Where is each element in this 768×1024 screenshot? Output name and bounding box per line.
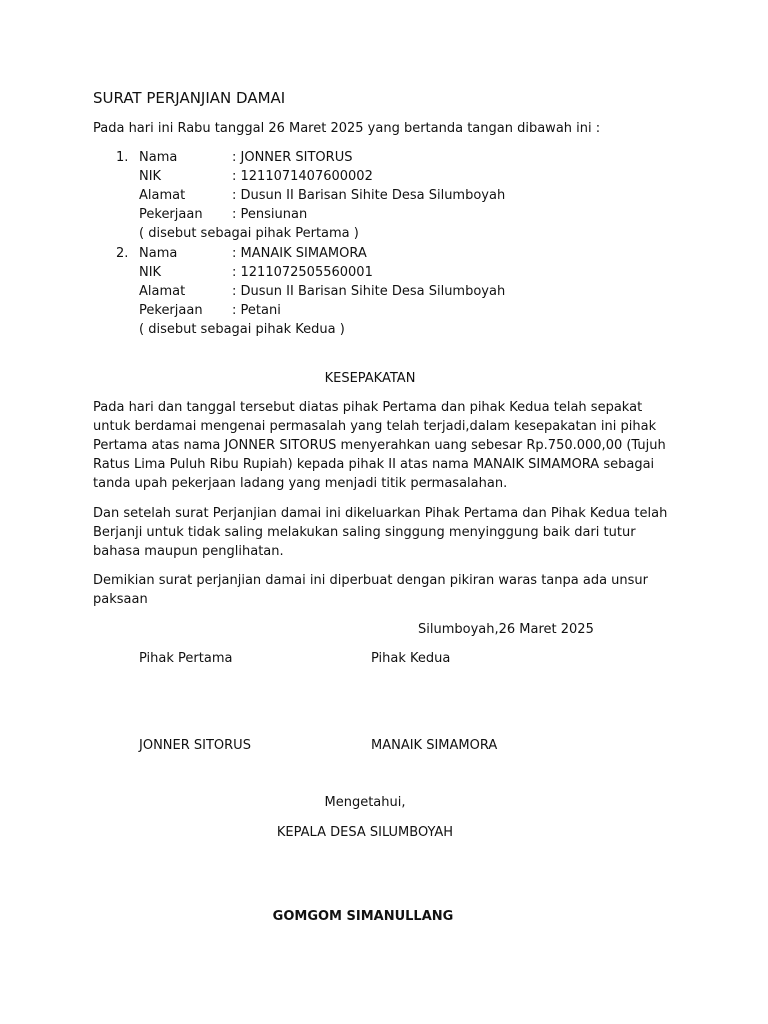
job-value: : Pensiunan (232, 207, 308, 222)
party-designation: ( disebut sebagai pihak Kedua ) (139, 322, 345, 337)
section-title: KESEPAKATAN (324, 371, 416, 386)
name-label: Nama (139, 246, 178, 261)
party-nik-row (139, 263, 373, 282)
document-title: SURAT PERJANJIAN DAMAI (93, 89, 286, 107)
nik-label: NIK (139, 265, 162, 280)
party-name-row (139, 148, 352, 167)
name-value: : JONNER SITORUS (232, 150, 353, 165)
signature-name-first: JONNER SITORUS (139, 738, 251, 753)
address-value: : Dusun II Barisan Sihite Desa Silumboyah (232, 188, 506, 203)
party-address-row (139, 282, 505, 301)
party-job-row (139, 205, 307, 224)
name-label: Nama (139, 150, 178, 165)
job-label: Pekerjaan (139, 303, 203, 318)
signature-label-first: Pihak Pertama (139, 651, 233, 666)
signature-label-second: Pihak Kedua (371, 651, 451, 666)
village-head-title: KEPALA DESA SILUMBOYAH (276, 825, 454, 840)
agreement-paragraph: Pada hari dan tanggal tersebut diatas pihak Pertama dan pihak Kedua telah sepakat untuk berdamai mengenai permasalah yang telah terjadi,dalam kesepakatan ini pihak Pertama atas nama JONNER SITORUS menyerahkan uang sebesar Rp.750.000,00 (Tujuh Ratus Lima Puluh Ribu Rupiah) kepada pihak II atas nama MANAIK SIMAMORA sebagai tanda upah pekerjaan ladang yang menjadi titik permasalahan. (93, 400, 666, 491)
address-value: : Dusun II Barisan Sihite Desa Silumboyah (232, 284, 506, 299)
party-number: 1. (116, 150, 129, 165)
party-nik-row (139, 167, 373, 186)
party-designation: ( disebut sebagai pihak Pertama ) (139, 226, 359, 241)
acknowledged-label: Mengetahui, (324, 795, 406, 810)
party-name-row (139, 244, 367, 263)
job-label: Pekerjaan (139, 207, 203, 222)
place-date: Silumboyah,26 Maret 2025 (418, 622, 594, 637)
job-value: : Petani (232, 303, 281, 318)
signature-name-second: MANAIK SIMAMORA (371, 738, 498, 753)
party-number: 2. (116, 246, 129, 261)
nik-value: : 1211071407600002 (232, 169, 373, 184)
address-label: Alamat (139, 284, 186, 299)
nik-value: : 1211072505560001 (232, 265, 373, 280)
party-job-row (139, 301, 281, 320)
village-head-name: GOMGOM SIMANULLANG (272, 909, 454, 924)
nik-label: NIK (139, 169, 162, 184)
closing-paragraph: Demikian surat perjanjian damai ini diperbuat dengan pikiran waras tanpa ada unsur paksaan (93, 573, 649, 607)
name-value: : MANAIK SIMAMORA (232, 246, 367, 261)
address-label: Alamat (139, 188, 186, 203)
promise-paragraph: Dan setelah surat Perjanjian damai ini dikeluarkan Pihak Pertama dan Pihak Kedua telah Berjanji untuk tidak saling melakukan saling singgung menyinggung baik dari tutur bahasa maupun penglihatan. (93, 506, 668, 559)
intro-text: Pada hari ini Rabu tanggal 26 Maret 2025 yang bertanda tangan dibawah ini : (93, 121, 601, 136)
party-address-row (139, 186, 505, 205)
